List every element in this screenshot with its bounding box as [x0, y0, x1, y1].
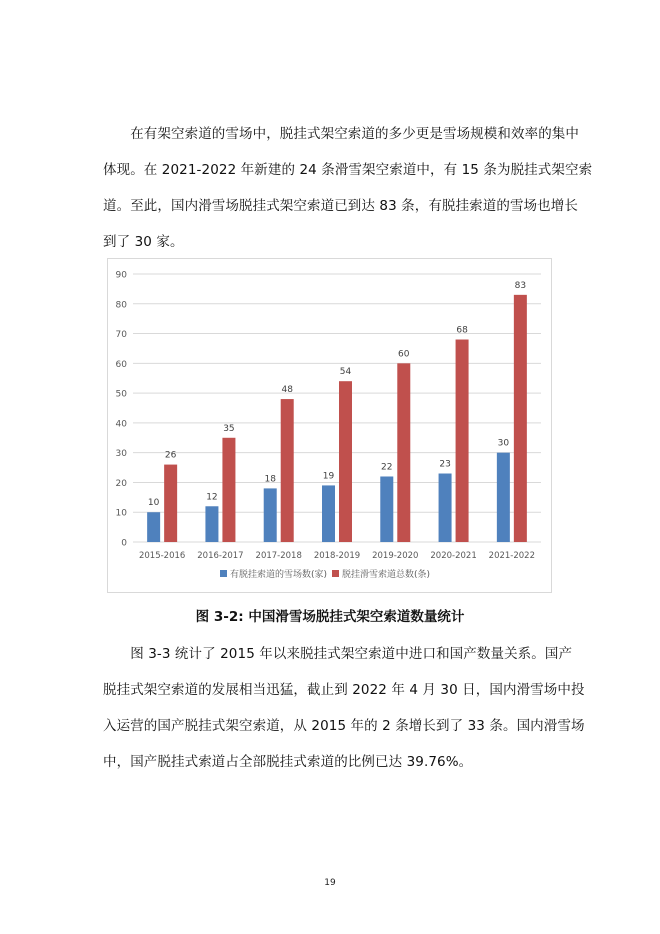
y-tick-label: 20: [115, 478, 127, 489]
y-tick-label: 70: [115, 330, 127, 341]
bar-resorts: [264, 488, 277, 542]
paragraph-line: 入运营的国产脱挂式架空索道，从 2015 年的 2 条增长到了 33 条。国内滑雪场: [103, 718, 585, 734]
bar-lifts: [397, 363, 410, 542]
bar-lifts: [164, 465, 177, 542]
bar-resorts: [205, 506, 218, 542]
bar-lifts: [281, 399, 294, 542]
bar-resorts: [322, 485, 335, 542]
data-label: 68: [456, 325, 468, 336]
chart-canvas: [108, 259, 551, 592]
data-label: 19: [322, 471, 335, 482]
x-tick-label: 2017-2018: [255, 551, 302, 561]
x-tick-label: 2015-2016: [138, 551, 186, 561]
legend-label: 有脱挂索道的雪场数(家): [230, 570, 328, 580]
bar-lifts: [339, 381, 352, 542]
y-tick-label: 40: [115, 419, 127, 430]
y-tick-label: 10: [115, 508, 127, 519]
paragraph-line: 体现。在 2021-2022 年新建的 24 条滑雪架空索道中，有 15 条为脱挂式架空索: [103, 162, 593, 178]
bar-resorts: [147, 512, 160, 542]
y-tick-label: 0: [121, 538, 127, 549]
paragraph-intro: [103, 116, 593, 260]
x-tick-label: 2016-2017: [197, 551, 244, 561]
paragraph-body: [103, 636, 585, 780]
data-label: 54: [339, 367, 352, 378]
paragraph-line: 在有架空索道的雪场中，脱挂式架空索道的多少更是雪场规模和效率的集中: [103, 126, 579, 142]
legend-swatch: [220, 570, 227, 577]
paragraph-line: 图 3-3 统计了 2015 年以来脱挂式架空索道中进口和国产数量关系。国产: [103, 646, 573, 662]
bar-resorts: [380, 476, 393, 542]
page-number: 19: [324, 878, 336, 888]
data-label: 26: [164, 450, 177, 461]
data-label: 18: [264, 474, 276, 485]
x-tick-label: 2021-2022: [488, 551, 536, 561]
x-tick-label: 2019-2020: [372, 551, 419, 561]
bar-lifts: [514, 295, 527, 542]
y-tick-label: 60: [115, 359, 127, 370]
y-tick-label: 30: [115, 449, 127, 460]
y-tick-label: 50: [115, 389, 127, 400]
paragraph-line: 道。至此，国内滑雪场脱挂式架空索道已到达 83 条，有脱挂索道的雪场也增长: [103, 198, 578, 214]
paragraph-line: 脱挂式架空索道的发展相当迅猛，截止到 2022 年 4 月 30 日，国内滑雪场中投: [103, 682, 585, 698]
bar-lifts: [456, 340, 469, 542]
x-tick-label: 2020-2021: [430, 551, 477, 561]
paragraph-line: 中，国产脱挂式索道占全部脱挂式索道的比例已达 39.76%。: [103, 754, 473, 770]
bar-resorts: [497, 453, 510, 542]
y-tick-label: 80: [115, 300, 127, 311]
data-label: 60: [398, 349, 410, 360]
y-tick-label: 90: [115, 270, 127, 281]
paragraph-line: 到了 30 家。: [103, 234, 184, 250]
bar-resorts: [439, 474, 452, 542]
data-label: 10: [147, 498, 160, 509]
bar-lifts: [222, 438, 235, 542]
legend-label: 脱挂滑雪索道总数(条): [342, 570, 431, 580]
data-label: 23: [439, 459, 451, 470]
data-label: 48: [281, 385, 293, 396]
data-label: 12: [206, 492, 218, 503]
bar-chart: [107, 258, 552, 593]
legend-swatch: [332, 570, 339, 577]
figure-caption: 图 3-2: 中国滑雪场脱挂式架空索道数量统计: [195, 609, 465, 625]
data-label: 83: [514, 280, 527, 291]
data-label: 30: [497, 438, 510, 449]
data-label: 35: [223, 423, 235, 434]
data-label: 22: [381, 462, 393, 473]
x-tick-label: 2018-2019: [313, 551, 361, 561]
